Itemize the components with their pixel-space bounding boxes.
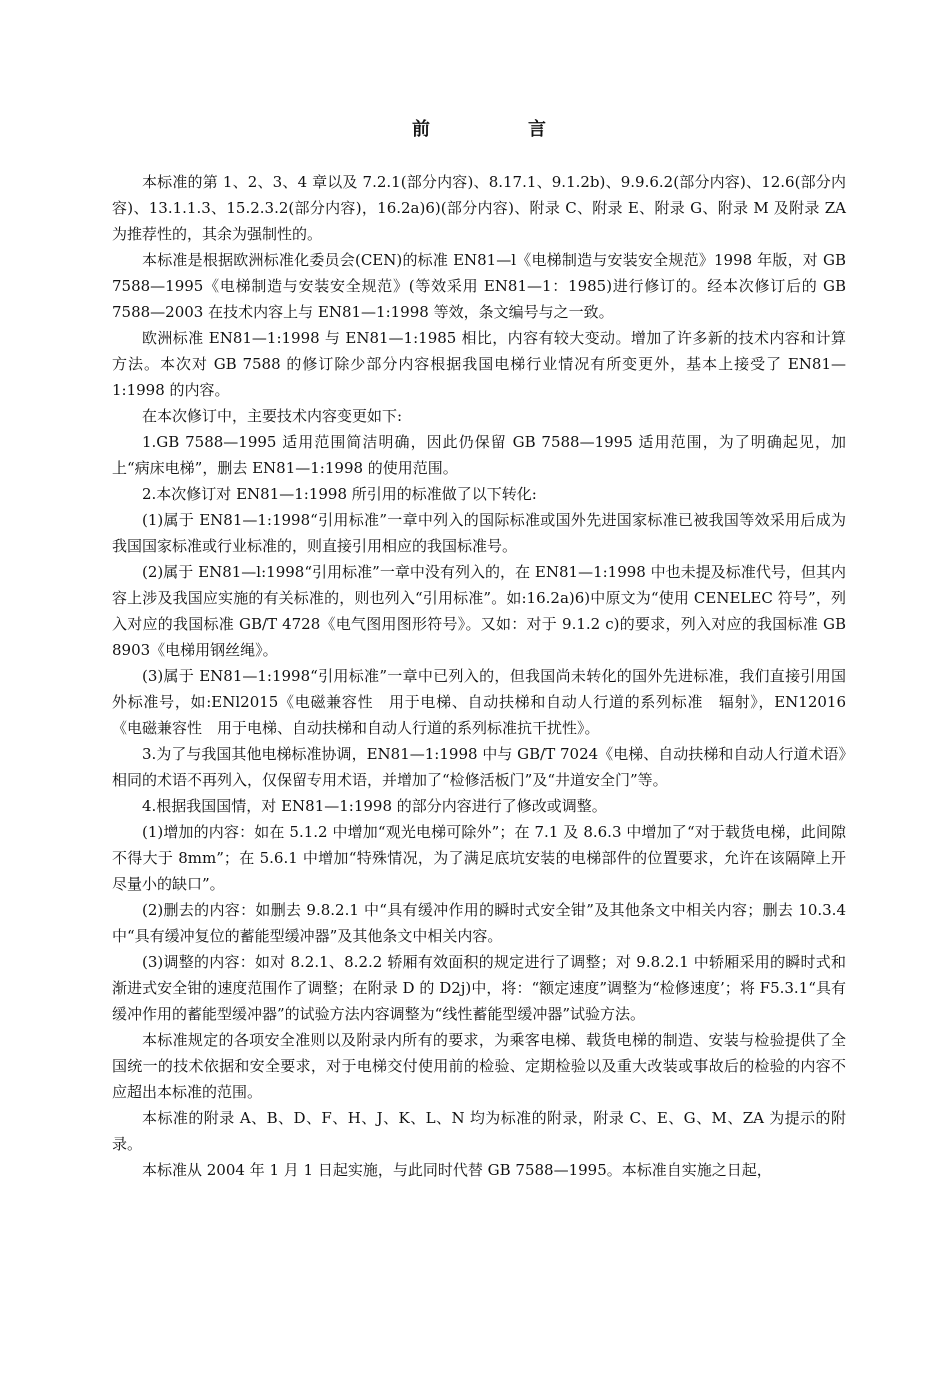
paragraph-effective-date: 本标准从 2004 年 1 月 1 日起实施，与此同时代替 GB 7588—1995。本标准自实施之日起，	[142, 1161, 772, 1179]
page-title: 前 言	[412, 119, 586, 140]
paragraph-change-3: 3.为了与我国其他电梯标准协调，EN81—1:1998 中与 GB/T 7024《电梯、自动扶梯和自动人行道术语》相同的术语不再列入，仅保留专用术语，并增加了“检修活板门”及“井道安全门”等。	[112, 745, 846, 789]
paragraph-change-4-2: (2)删去的内容：如删去 9.8.2.1 中“具有缓冲作用的瞬时式安全钳”及其他条文中相关内容；删去 10.3.4 中“具有缓冲复位的蓄能型缓冲器”及其他条文中相关内容。	[112, 901, 846, 945]
paragraph-change-2-2: (2)属于 EN81—l:1998“引用标准”一章中没有列入的，在 EN81—1:1998 中也未提及标准代号，但其内容上涉及我国应实施的有关标准的，则也列入“引用标准”。如:16.2a)6)中原文为“使用 CENELEC 符号”，列入对应的我国标准 GB/T 4728《电气图用图形符号》。又如：对于 9.1.2 c)的要求，列入对应的我国标准 GB 8903《电梯用钢丝绳》。	[112, 563, 846, 659]
document-page	[112, 0, 846, 1183]
paragraph-safety: 本标准规定的各项安全准则以及附录内所有的要求，为乘客电梯、载货电梯的制造、安装与检验提供了全国统一的技术依据和安全要求，对于电梯交付使用前的检验、定期检验以及重大改装或事故后的检验的内容不应超出本标准的范围。	[112, 1031, 846, 1101]
paragraph-change-2-1: (1)属于 EN81—1:1998“引用标准”一章中列入的国际标准或国外先进国家标准已被我国等效采用后成为我国国家标准或行业标准的，则直接引用相应的我国标准号。	[112, 511, 846, 555]
paragraph-scope: 本标准的第 1、2、3、4 章以及 7.2.1(部分内容)、8.17.1、9.1.2b)、9.9.6.2(部分内容)、12.6(部分内容)、13.1.1.3、15.2.3.2(部分内容)，16.2a)6)(部分内容)、附录 C、附录 E、附录 G、附录 M 及附录 ZA 为推荐性的，其余为强制性的。	[112, 173, 846, 243]
paragraph-basis: 本标准是根据欧洲标准化委员会(CEN)的标准 EN81—l《电梯制造与安装安全规范》1998 年版，对 GB 7588—1995《电梯制造与安装安全规范》(等效采用 EN81—1：1985)进行修订的。经本次修订后的 GB 7588—2003 在技术内容上与 EN81—1:1998 等效，条文编号与之一致。	[112, 251, 846, 321]
paragraph-change-1: 1.GB 7588—1995 适用范围简洁明确，因此仍保留 GB 7588—1995 适用范围，为了明确起见，加上“病床电梯”，删去 EN81—1:1998 的使用范围。	[112, 433, 846, 477]
document-body	[112, 169, 846, 1183]
paragraph-annexes: 本标准的附录 A、B、D、F、H、J、K、L、N 均为标准的附录，附录 C、E、G、M、ZA 为提示的附录。	[112, 1109, 846, 1153]
paragraph-change-4-3: (3)调整的内容：如对 8.2.1、8.2.2 轿厢有效面积的规定进行了调整；对 9.8.2.1 中轿厢采用的瞬时式和渐进式安全钳的速度范围作了调整；在附录 D 的 D2j)中，将：“额定速度”调整为“检修速度’；将 F5.3.1“具有缓冲作用的蓄能型缓冲器”的试验方法内容调整为“线性蓄能型缓冲器”试验方法。	[112, 953, 846, 1023]
paragraph-change-2-3: (3)属于 EN81—1:1998“引用标准”一章中已列入的，但我国尚未转化的国外先进标准，我们直接引用国外标准号，如:ENl2015《电磁兼容性 用于电梯、自动扶梯和自动人行道的系列标准 辐射》，EN12016《电磁兼容性 用于电梯、自动扶梯和自动人行道的系列标准抗干扰性》。	[112, 667, 846, 737]
paragraph-change-4: 4.根据我国国情，对 EN81—1:1998 的部分内容进行了修改或调整。	[142, 797, 607, 815]
paragraph-comparison: 欧洲标准 EN81—1:1998 与 EN81—1:1985 相比，内容有较大变动。增加了许多新的技术内容和计算方法。本次对 GB 7588 的修订除少部分内容根据我国电梯行业情况有所变更外，基本上接受了 EN81—1:1998 的内容。	[112, 329, 846, 399]
paragraph-changes-intro: 在本次修订中，主要技术内容变更如下:	[142, 407, 403, 425]
paragraph-change-4-1: (1)增加的内容：如在 5.1.2 中增加“观光电梯可除外”；在 7.1 及 8.6.3 中增加了“对于载货电梯，此间隙不得大于 8mm”；在 5.6.1 中增加“特殊情况，为了满足底坑安装的电梯部件的位置要求，允许在该隔障上开尽量小的缺口”。	[112, 823, 846, 893]
paragraph-change-2: 2.本次修订对 EN81—1:1998 所引用的标准做了以下转化:	[142, 485, 537, 503]
